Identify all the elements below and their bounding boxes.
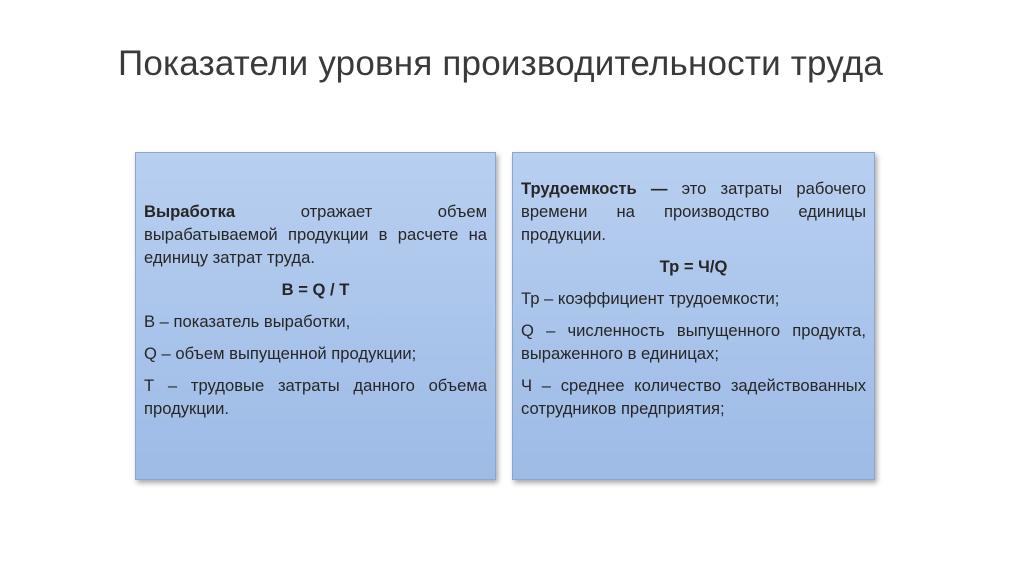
output-definition-text: отражает объем вырабатываемой продукции в расчете на единицу затрат труда. (144, 202, 487, 267)
card-labor-intensity (512, 152, 875, 480)
card-labor-output (135, 152, 496, 480)
intensity-formula: Тр = Ч/Q (659, 257, 728, 276)
intensity-definition-text: это затраты рабочего времени на производство единицы продукции. (521, 179, 866, 244)
output-formula: В = Q / Т (281, 280, 350, 299)
output-item-1: В – показатель выработки, (144, 312, 351, 331)
output-term: Выработка (144, 202, 236, 221)
intensity-item-3: Ч – среднее количество задействованных сотрудников предприятия; (521, 376, 866, 418)
output-definition (144, 200, 487, 269)
output-item-2: Q – объем выпущенной продукции; (144, 344, 417, 363)
intensity-item-2: Q – численность выпущенного продукта, выраженного в единицах; (521, 321, 866, 363)
slide-title: Показатели уровня производительности труда (118, 44, 884, 83)
output-item-3: Т – трудовые затраты данного объема продукции. (144, 376, 487, 418)
intensity-term: Трудоемкость — (521, 179, 668, 198)
intensity-definition (521, 177, 866, 246)
intensity-item-1: Тр – коэффициент трудоемкости; (521, 289, 780, 308)
